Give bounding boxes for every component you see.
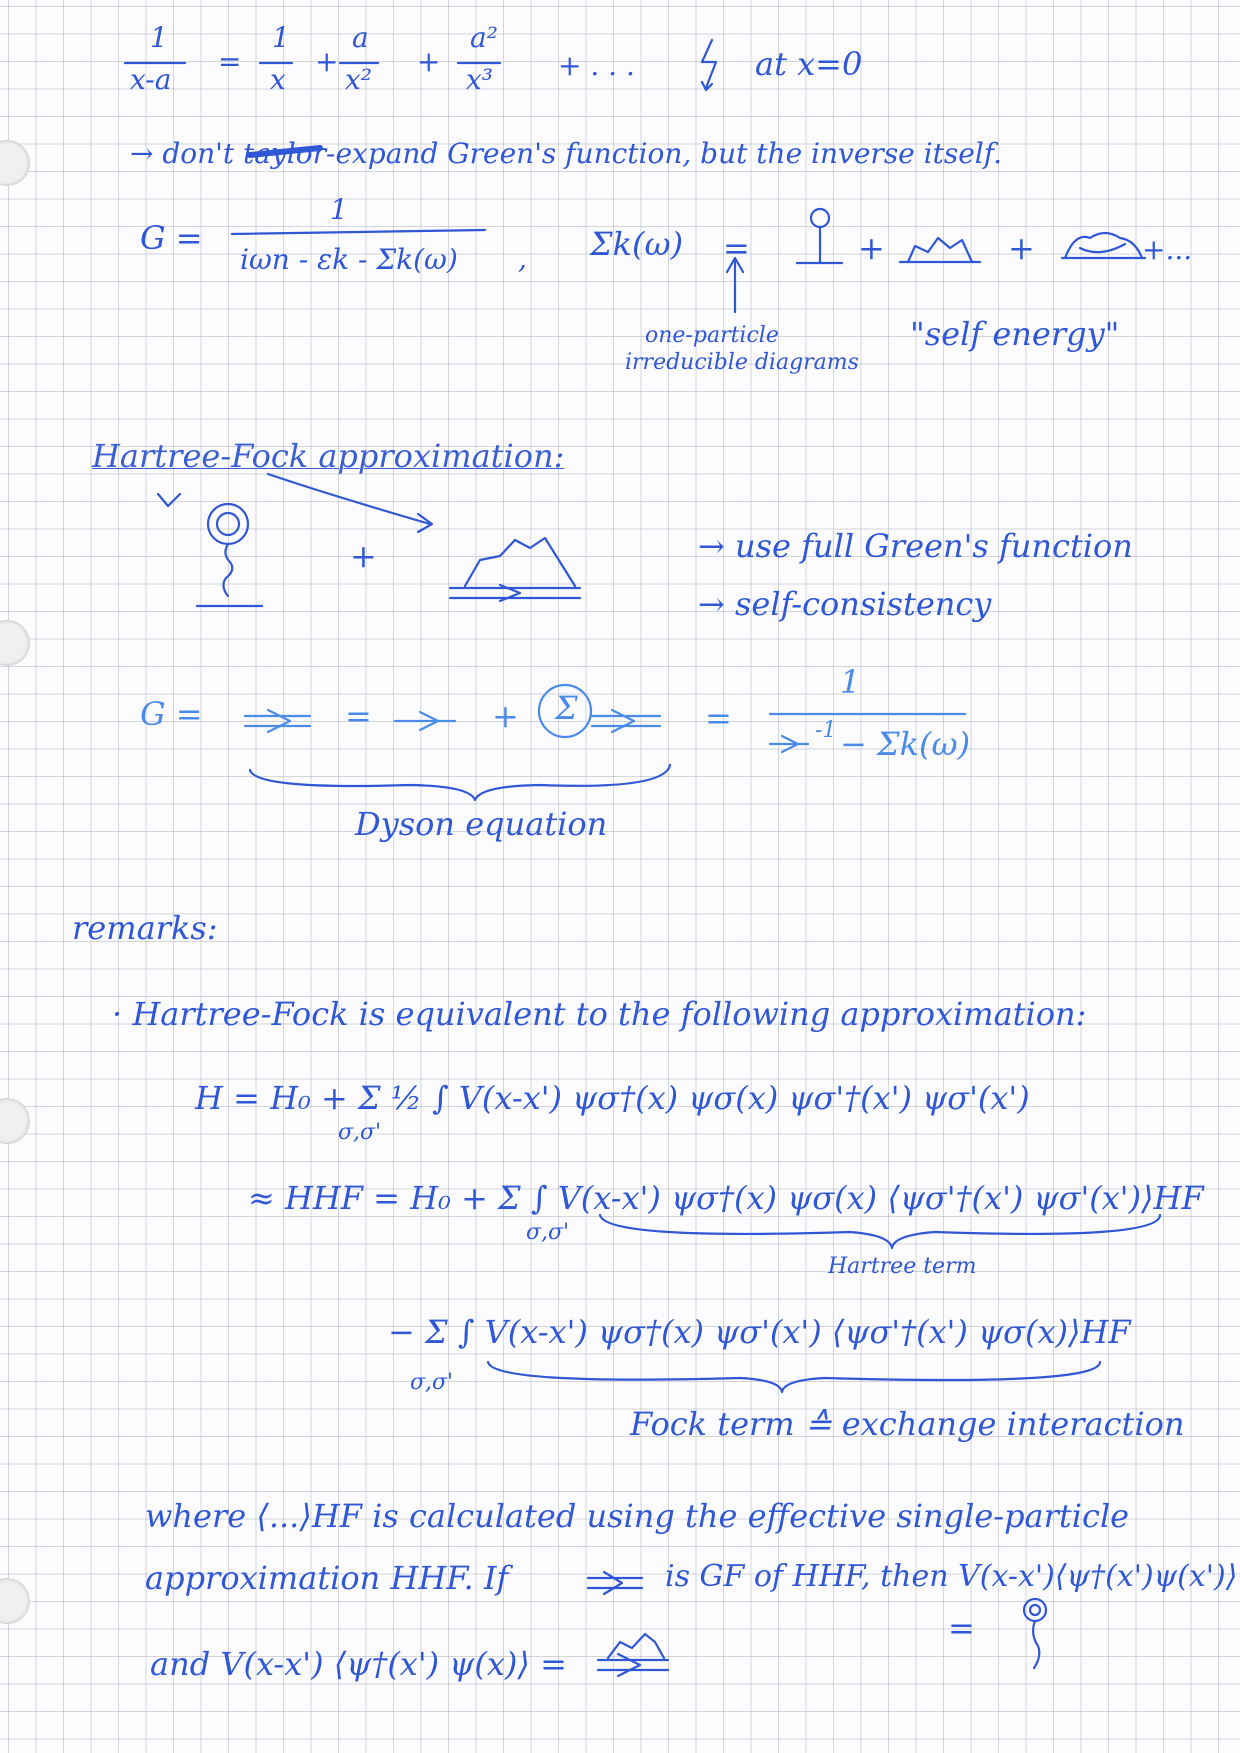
sum-index: σ,σ' [410,1370,454,1395]
fock-term-label: Fock term ≙ exchange interaction [630,1405,1185,1443]
sum-index: σ,σ' [526,1220,570,1245]
plus-sign: + [1008,229,1035,267]
fraction-numerator: 1 [150,21,168,54]
fraction-denominator: − Σk(ω) [840,725,971,763]
equals-sign: = [345,697,372,735]
equals-sign: = [723,229,750,267]
inverse-superscript: -1 [815,718,837,743]
hf-hamiltonian: ≈ HHF = H₀ + Σ ∫ V(x-x') ψσ†(x) ψσ(x) ⟨ψσ'†(x') ψσ'(x')⟩HF [248,1179,1204,1217]
self-energy-lhs: Σk(ω) [590,225,684,263]
plus-sign: + [315,45,339,78]
where-line: is GF of HHF, then V(x-x')⟨ψ†(x')ψ(x')⟩ [665,1559,1238,1594]
series-continuation: +... [1142,233,1193,266]
hf-bullet: → self-consistency [698,585,992,623]
hartree-fock-heading: Hartree-Fock approximation: [92,437,565,475]
where-line: approximation HHF. If [145,1559,509,1597]
greens-lhs: G = [140,219,203,257]
fraction-denominator: x [270,63,286,96]
divergence-note: at x=0 [755,45,863,83]
plus-sign: + [858,229,885,267]
plus-sign: + [492,697,519,735]
fraction-denominator: x² [345,63,373,96]
hartree-term-label: Hartree term [828,1254,977,1279]
fraction-denominator: x-a [130,63,172,96]
equals-sign: = [705,699,732,737]
taylor-note: → don't taylor-expand Green's function, but the inverse itself. [130,137,1003,170]
sum-index: σ,σ' [338,1120,382,1145]
fraction-numerator: 1 [840,663,861,701]
self-energy-symbol: Σ [555,689,578,727]
annotation-label: one-particle [645,323,779,348]
fraction-numerator: 1 [272,21,290,54]
fock-term: − Σ ∫ V(x-x') ψσ†(x) ψσ'(x') ⟨ψσ'†(x') ψσ(x)⟩HF [388,1313,1131,1351]
dyson-label: Dyson equation [355,805,608,843]
series-continuation: + . . . [558,49,635,82]
plus-sign: + [350,537,377,575]
equals-sign: = [218,45,242,78]
full-hamiltonian: H = H₀ + Σ ½ ∫ V(x-x') ψσ†(x) ψσ(x) ψσ'†(x') ψσ'(x') [195,1079,1030,1117]
remarks-heading: remarks: [72,909,218,947]
comma: , [518,242,527,275]
annotation-label: irreducible diagrams [625,350,859,375]
equals-sign: = [948,1609,975,1647]
plus-sign: + [417,45,441,78]
fraction-numerator: 1 [330,193,348,226]
fraction-denominator: iωn - εk - Σk(ω) [240,243,458,276]
fraction-numerator: a² [470,21,498,54]
hf-bullet: → use full Green's function [698,527,1133,565]
fraction-denominator: x³ [466,63,494,96]
where-line: where ⟨...⟩HF is calculated using the effective single-particle [145,1497,1130,1535]
remark-bullet: · Hartree-Fock is equivalent to the following approximation: [112,995,1087,1033]
dyson-lhs: G = [140,695,203,733]
fraction-numerator: a [352,21,369,54]
exchange-line: and V(x-x') ⟨ψ†(x') ψ(x)⟩ = [150,1645,567,1683]
self-energy-label: "self energy" [910,315,1120,353]
